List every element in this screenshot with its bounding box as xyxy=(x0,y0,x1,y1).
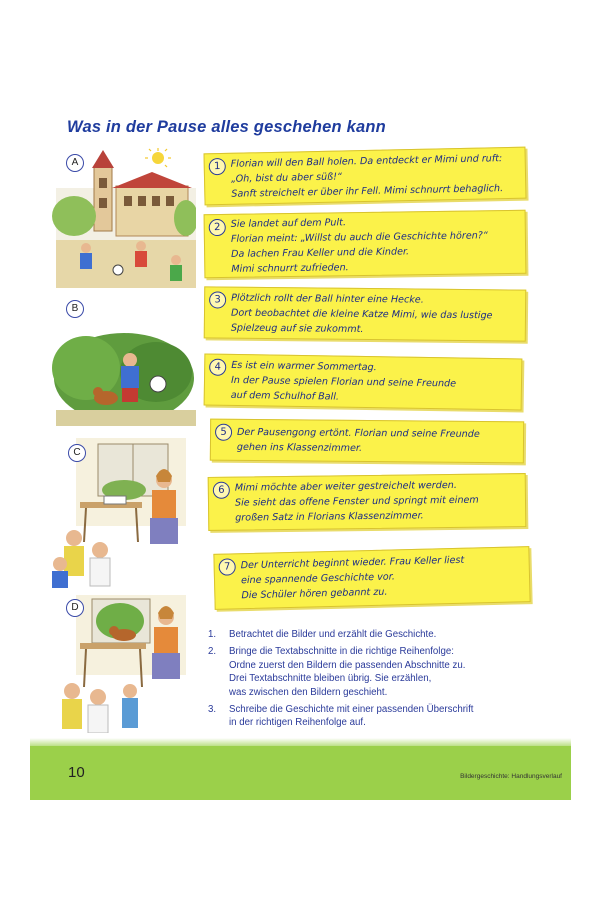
task-list xyxy=(208,628,543,734)
classroom-illustration xyxy=(46,438,196,588)
section-text: Der Unterricht beginnt wieder. Frau Keller liest eine spannende Geschichte vor. Die Schüler hören gebannt zu. xyxy=(240,554,465,602)
picture-letter: A xyxy=(66,154,84,172)
task-text: Schreibe die Geschichte mit einer passenden Überschrift in der richtigen Reihenfolge auf. xyxy=(229,704,474,729)
section-text: Sie landet auf dem Pult. Florian meint: „Willst du auch die Geschichte hören?“ Da lachen Frau Keller und die Kinder. Mimi schnurrt zufrieden. xyxy=(230,217,488,275)
section-text: Es ist ein warmer Sommertag. In der Pause spielen Florian und seine Freunde auf dem Schulhof Ball. xyxy=(230,359,457,403)
task-text: Bringe die Textabschnitte in die richtige Reihenfolge: Ordne zuerst den Bildern die passenden Abschnitte zu. Drei Textabschnitte bleiben übrig. Sie erzählen, was zwischen den Bildern geschieht. xyxy=(229,646,466,698)
section-text: Florian will den Ball holen. Da entdeckt er Mimi und ruft: „Oh, bist du aber süß!“ Sanft streichelt er über ihr Fell. Mimi schnurrt behaglich. xyxy=(230,153,504,200)
text-section-3 xyxy=(204,286,527,341)
section-text: Plötzlich rollt der Ball hinter eine Hecke. Dort beobachtet die kleine Katze Mimi, wie das lustige Spielzeug auf sie zukommt. xyxy=(230,292,493,335)
classroom-cat-illustration xyxy=(46,595,196,733)
hedge-illustration xyxy=(46,298,196,426)
section-text: Der Pausengong ertönt. Florian und seine Freunde gehen ins Klassenzimmer. xyxy=(236,426,480,454)
section-text: Mimi möchte aber weiter gestreichelt werden. Sie sieht das offene Fenster und springt mit einem großen Satz in Florians Klassenzimmer. xyxy=(234,479,479,524)
text-section-7 xyxy=(213,546,530,610)
section-number: 2 xyxy=(209,219,226,236)
text-section-1 xyxy=(203,147,526,206)
task-number: 1. xyxy=(208,629,217,640)
page-number: 10 xyxy=(68,764,85,781)
picture-c xyxy=(46,438,196,588)
task-number: 3. xyxy=(208,704,217,716)
section-number: 1 xyxy=(209,158,226,175)
section-number: 6 xyxy=(213,482,230,499)
task-item xyxy=(208,628,543,641)
section-number: 3 xyxy=(209,291,226,308)
text-section-4 xyxy=(204,354,523,411)
picture-b xyxy=(46,298,196,426)
section-number: 7 xyxy=(218,558,235,575)
picture-a xyxy=(46,148,196,290)
picture-letter: C xyxy=(68,444,86,462)
task-item xyxy=(208,703,543,730)
text-section-2 xyxy=(204,210,527,278)
picture-d xyxy=(46,595,196,733)
task-text: Betrachtet die Bilder und erzählt die Geschichte. xyxy=(229,629,437,640)
section-number: 5 xyxy=(215,424,232,441)
task-number: 2. xyxy=(208,646,217,658)
text-section-5 xyxy=(210,419,524,464)
picture-letter: D xyxy=(66,599,84,617)
text-section-6 xyxy=(208,473,527,531)
running-title: Bildergeschichte: Handlungsverlauf xyxy=(460,773,562,780)
page-title: Was in der Pause alles geschehen kann xyxy=(67,118,386,136)
task-item xyxy=(208,645,543,699)
section-number: 4 xyxy=(209,359,226,376)
picture-letter: B xyxy=(66,300,84,318)
